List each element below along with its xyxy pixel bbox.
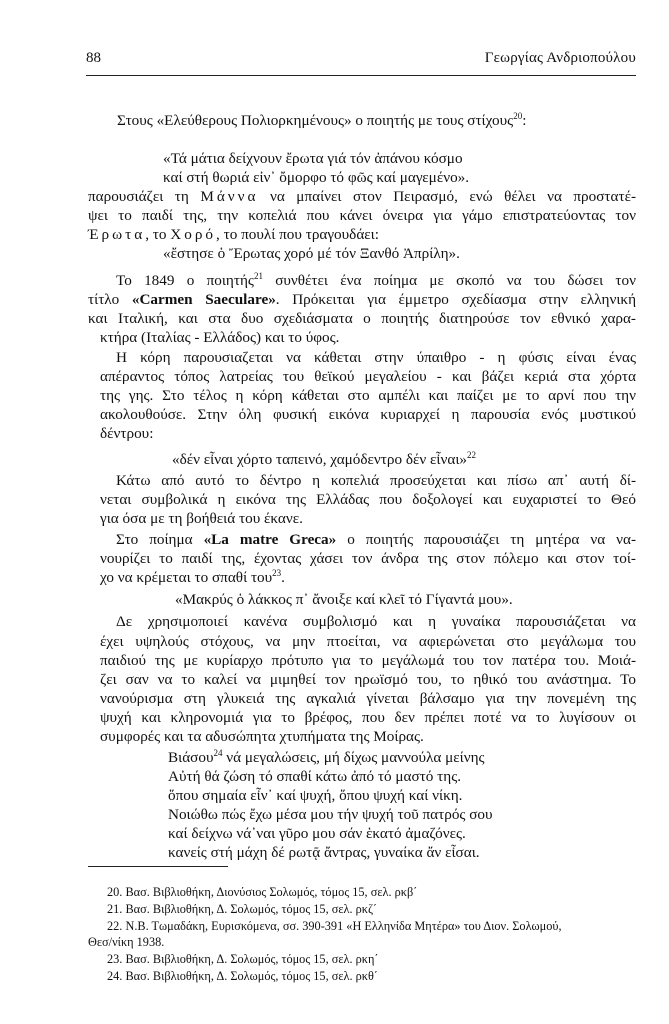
body-line: της γης. Στο τέλος η κόρη κάθεται στο αμπέλι και παίζει με το αρνί που την [100, 387, 636, 404]
body-line: νεται συμβολικά η εικόνα της Ελλάδας που δοξολογεί και ευχαριστεί το Θεό [100, 491, 636, 508]
verse-line: «Μακρύς ὁ λάκκος π᾽ ἄνοιξε καί κλεῖ τό Γίγαντά μου». [175, 591, 513, 608]
footnote: 20. Βασ. Βιβλιοθήκη, Διονύσιος Σολωμός, τόμος 15, σελ. ρκβ΄ [107, 885, 418, 899]
poem-title-matre-greca: «La matre Greca» [203, 531, 337, 548]
body-line: νανούρισμα στη γλυκειά της αγκαλιά γίνεται βάλσαμο για την πονεμένη της [100, 690, 636, 707]
page-number: 88 [86, 50, 101, 66]
body-line: Δε χρησιμοποιεί κανένα συμβολισμό και η γυναίκα παρουσιάζεται να [116, 613, 636, 630]
body-line: απέραντος τόπος λατρείας του θεϊκού μεγαλείου - και βάζει κεριά στα χόρτα [100, 368, 636, 385]
running-title: Γεωργίας Ανδριοπούλου [484, 50, 636, 66]
footnote-separator [88, 866, 228, 867]
body-line: και Ιταλική, και στα δυο σχεδιάσματα ο ποιητής διατηρούσε τον εθνικό χαρα- [88, 310, 636, 327]
body-line: τίτλο «Carmen Saeculare». Πρόκειται για έμμετρο σχεδίασμα στην ελληνική [88, 291, 637, 308]
body-line: κτήρα (Ιταλίας - Ελλάδος) και το ύφος. [100, 329, 340, 346]
verse-line: «δέν εἶναι χόρτο ταπεινό, χαμόδεντρο δέν εἶναι»$^{22}$ [172, 449, 477, 468]
verse-line: ὅπου σημαία εἶν᾽ καί ψυχή, ὅπου ψυχή καί νίκη. [168, 787, 463, 804]
verse-line: καί δείχνω νά᾽ναι γῦρο μου σάν ἑκατό ἀμαζόνες. [168, 825, 466, 842]
poem-title-carmen: «Carmen Saeculare» [131, 291, 276, 308]
verse-line: κανείς στή μάχη δέ ρωτᾷ ἄντρας, γυναίκα ἄν εἶσαι. [168, 844, 480, 861]
page-header [86, 50, 636, 72]
body-line: ψει το παιδί της, την κοπελιά που κάνει όνειρα για γάμο επιστρατεύοντας τον [88, 207, 636, 224]
body-line: ψυχή και κληρονομιά για το βρέφος, που δεν πρέπει ποτέ να το λυγίσουν οι [100, 709, 636, 726]
verse-line: Αὐτή θά ζώση τό σπαθί κάτω ἀπό τό μαστό της. [168, 768, 462, 785]
footnote: 23. Βασ. Βιβλιοθήκη, Δ. Σολωμός, τόμος 15, σελ. ρκη΄ [107, 952, 379, 966]
footnote: 24. Βασ. Βιβλιοθήκη, Δ. Σολωμός, τόμος 15, σελ. ρκθ΄ [107, 969, 378, 983]
body-line: έχει υψηλούς στόχους, να μην πτοείται, να αφιερώνεται στο μεγάλωμα του [100, 633, 636, 650]
verse-line: «Τά μάτια δείχνουν ἔρωτα γιά τόν ἀπάνου κόσμο [163, 150, 463, 167]
body-line: Στο ποίημα «La matre Greca» ο ποιητής παρουσιάζει τη μητέρα να να- [116, 531, 637, 548]
body-line: Κάτω από αυτό το δέντρο η κοπελιά προσεύχεται και πίσω απ᾽ αυτή δί- [116, 472, 636, 489]
header-rule [86, 75, 636, 76]
verse-line: Νοιώθω πώς ἔχω μέσα μου τήν ψυχή τοῦ πατρός σου [168, 806, 493, 823]
body-line: παιδιού της με κυρίαρχο πρότυπο για το μεγάλωμά του τον πατέρα του. Μοιά- [100, 652, 636, 669]
footnote: 22. Ν.Β. Τωμαδάκη, Ευρισκόμενα, σσ. 390-391 «Η Ελληνίδα Μητέρα» του Διον. Σολωμού, [107, 919, 562, 933]
body-line: ζει σαν να το καλεί να μιμηθεί τον ηρωϊσμό του, το ηθικό του ανάστημα. Το [100, 671, 636, 688]
verse-line: καί στή θωριά εἰν᾽ ὄμορφο τό φῶς καί μαγεμένο». [163, 169, 470, 186]
body-line: Το 1849 ο ποιητής$^{21}$ συνθέτει ένα ποίημα με σκοπό να του δώσει τον [116, 270, 636, 289]
body-line: για όσα με τη βοήθειά του έκανε. [100, 510, 303, 527]
body-line: ακολουθούσε. Στην όλη φυσική εικόνα κυριαρχεί η παρουσία ενός μυστικού [100, 406, 636, 423]
body-line: Έρωτα, το Χορό, το πουλί που τραγουδάει: [88, 226, 379, 243]
body-line: νουρίζει το παιδί της, έχοντας χάσει τον άνδρα της στον πόλεμο και στον τοί- [100, 550, 636, 567]
footnote: 21. Βασ. Βιβλιοθήκη, Δ. Σολωμός, τόμος 15, σελ. ρκζ΄ [107, 902, 378, 916]
body-line: Στους «Ελεύθερους Πολιορκημένους» ο ποιητής με τους στίχους$^{20}$: [117, 110, 527, 129]
footnote-continuation: Θεσ/νίκη 1938. [88, 935, 165, 949]
verse-line: «ἔστησε ὁ Ἔρωτας χορό μέ τόν Ξανθό Ἀπρίλη». [163, 245, 460, 262]
body-line: χο να κρέμεται το σπαθί του$^{23}$. [100, 567, 285, 586]
body-line: δέντρου: [100, 425, 154, 442]
body-line: Η κόρη παρουσιαζεται να κάθεται στην ύπαιθρο - η φύσις είναι ένας [116, 349, 636, 366]
verse-line: Βιάσου$^{24}$ νά μεγαλώσεις, μή δίχως μαννούλα μείνης [168, 747, 485, 766]
body-line: παρουσιάζει τη Μάννα να μπαίνει στον Πειρασμό, ενώ θέλει να προστατέ- [88, 188, 637, 205]
body-line: συμφορές και τα αδυσώπητα χτυπήματα της Μοίρας. [100, 728, 424, 745]
